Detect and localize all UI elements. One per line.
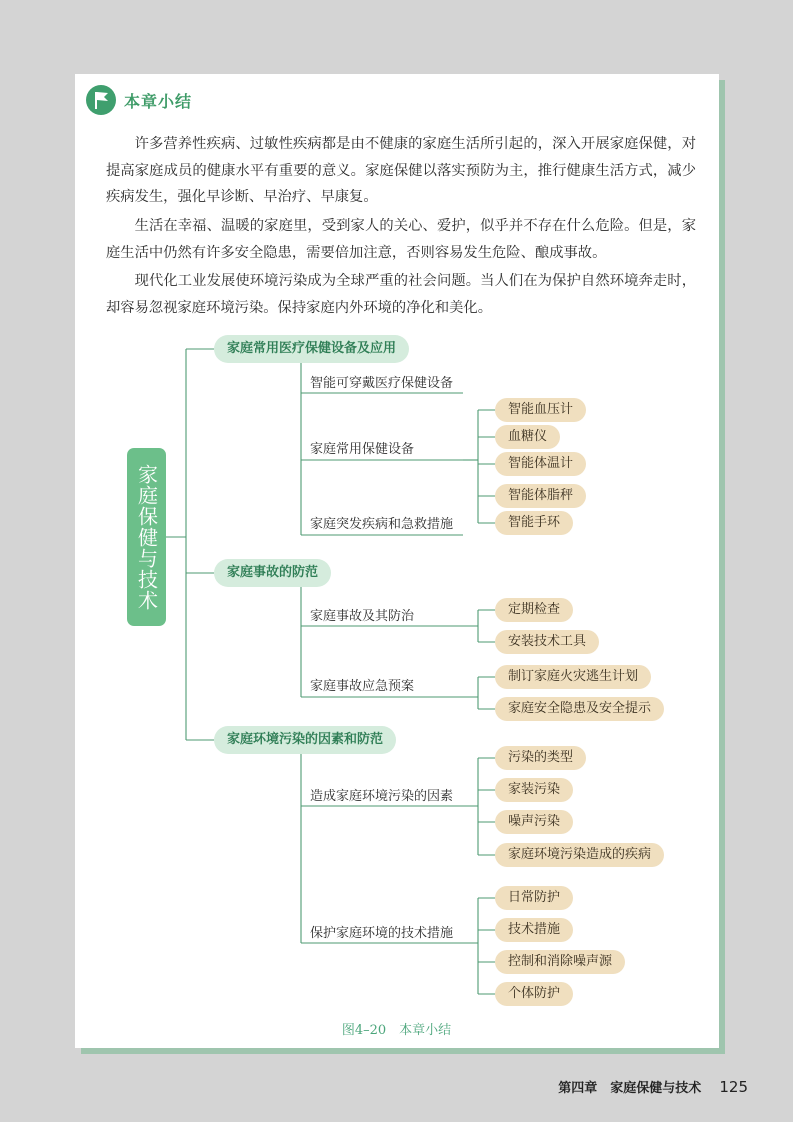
mindmap-subtopic: 家庭事故应急预案 bbox=[310, 679, 415, 694]
mindmap-leaf: 家庭环境污染造成的疾病 bbox=[495, 843, 664, 867]
mindmap-leaf: 智能手环 bbox=[495, 511, 573, 535]
mindmap-leaf: 噪声污染 bbox=[495, 810, 573, 834]
mindmap-leaf: 定期检查 bbox=[495, 598, 573, 622]
mindmap-leaf: 污染的类型 bbox=[495, 746, 586, 770]
page-footer bbox=[558, 1077, 748, 1096]
paragraph: 现代化工业发展使环境污染成为全球严重的社会问题。当人们在为保护自然环境奔走时，却容易忽视家庭环境污染。保持家庭内外环境的净化和美化。 bbox=[106, 273, 696, 316]
mindmap-leaf: 智能体温计 bbox=[495, 452, 586, 476]
mindmap-leaf: 家装污染 bbox=[495, 778, 573, 802]
mindmap-leaf: 血糖仪 bbox=[495, 425, 560, 449]
mindmap-leaf: 制订家庭火灾逃生计划 bbox=[495, 665, 651, 689]
mindmap-leaf: 技术措施 bbox=[495, 918, 573, 942]
mindmap-subtopic: 保护家庭环境的技术措施 bbox=[310, 926, 454, 941]
page-number: 125 bbox=[719, 1078, 748, 1096]
mindmap-leaf: 智能血压计 bbox=[495, 398, 586, 422]
mindmap-subtopic: 家庭突发疾病和急救措施 bbox=[310, 517, 454, 532]
mindmap-leaf: 家庭安全隐患及安全提示 bbox=[495, 697, 664, 721]
mindmap-leaf: 个体防护 bbox=[495, 982, 573, 1006]
section-title: 本章小结 bbox=[124, 92, 193, 111]
mindmap-branch: 家庭常用医疗保健设备及应用 bbox=[214, 335, 409, 363]
mindmap-leaf: 安装技术工具 bbox=[495, 630, 599, 654]
mindmap-subtopic: 家庭事故及其防治 bbox=[310, 609, 415, 624]
figure-caption: 图4–20 本章小结 bbox=[341, 1023, 452, 1038]
mindmap-leaf: 控制和消除噪声源 bbox=[495, 950, 625, 974]
mindmap-branch: 家庭事故的防范 bbox=[214, 559, 331, 587]
mindmap-root: 家庭保健与技术 bbox=[127, 448, 166, 626]
mindmap-leaf: 智能体脂秤 bbox=[495, 484, 586, 508]
mindmap-subtopic: 智能可穿戴医疗保健设备 bbox=[310, 376, 454, 391]
mindmap-subtopic: 造成家庭环境污染的因素 bbox=[310, 789, 454, 804]
mindmap-leaf: 日常防护 bbox=[495, 886, 573, 910]
paragraph: 生活在幸福、温暖的家庭里，受到家人的关心、爱护，似乎并不存在什么危险。但是，家庭生活中仍然有许多安全隐患，需要倍加注意，否则容易发生危险、酿成事故。 bbox=[106, 218, 696, 261]
paragraph: 许多营养性疾病、过敏性疾病都是由不健康的家庭生活所引起的，深入开展家庭保健，对提高家庭成员的健康水平有重要的意义。家庭保健以落实预防为主，推行健康生活方式，减少疾病发生，强化早诊断、早治疗、早康复。 bbox=[106, 136, 696, 205]
mindmap-subtopic: 家庭常用保健设备 bbox=[310, 442, 415, 457]
mindmap-branch: 家庭环境污染的因素和防范 bbox=[214, 726, 396, 754]
chapter-title: 第四章 家庭保健与技术 bbox=[558, 1081, 702, 1096]
